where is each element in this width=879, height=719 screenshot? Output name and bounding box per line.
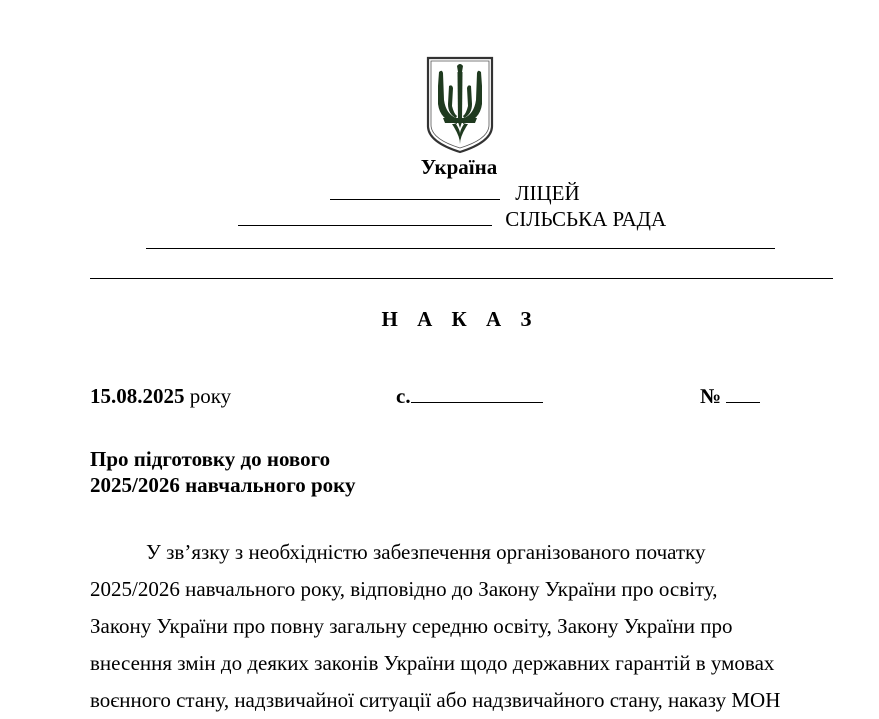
order-number — [700, 382, 760, 410]
document-type-title: Н А К А З — [381, 307, 539, 331]
coat-of-arms-icon — [426, 56, 494, 154]
country-name: Україна — [420, 155, 498, 179]
order-date — [90, 382, 231, 410]
council-type: СІЛЬСЬКА РАДА — [505, 207, 667, 231]
body-line: У зв’язку з необхідністю забезпечення організованого початку — [146, 540, 706, 564]
council-blank — [238, 207, 492, 226]
place-blank — [411, 384, 543, 403]
order-place-prefix: с. — [396, 384, 411, 408]
subject-line: 2025/2026 навчального року — [90, 473, 356, 497]
council-line — [238, 206, 666, 232]
number-blank — [726, 384, 760, 403]
order-subject — [90, 446, 355, 498]
order-date-suffix: року — [189, 384, 232, 408]
header-divider — [90, 278, 833, 279]
institution-line — [330, 180, 580, 206]
address-blank-line — [146, 248, 775, 249]
order-place — [396, 382, 543, 410]
order-number-prefix: № — [700, 384, 722, 408]
body-line: 2025/2026 навчального року, відповідно до Закону України про освіту, — [90, 577, 718, 601]
order-date-value: 15.08.2025 — [90, 384, 185, 408]
body-line: воєнного стану, надзвичайної ситуації або надзвичайного стану, наказу МОН — [90, 688, 781, 712]
subject-line: Про підготовку до нового — [90, 447, 331, 471]
order-body — [90, 534, 830, 719]
institution-blank — [330, 181, 500, 200]
institution-type: ЛІЦЕЙ — [515, 181, 580, 205]
body-line: Закону України про повну загальну середню освіту, Закону України про — [90, 614, 733, 638]
body-line: внесення змін до деяких законів України щодо державних гарантій в умовах — [90, 651, 775, 675]
